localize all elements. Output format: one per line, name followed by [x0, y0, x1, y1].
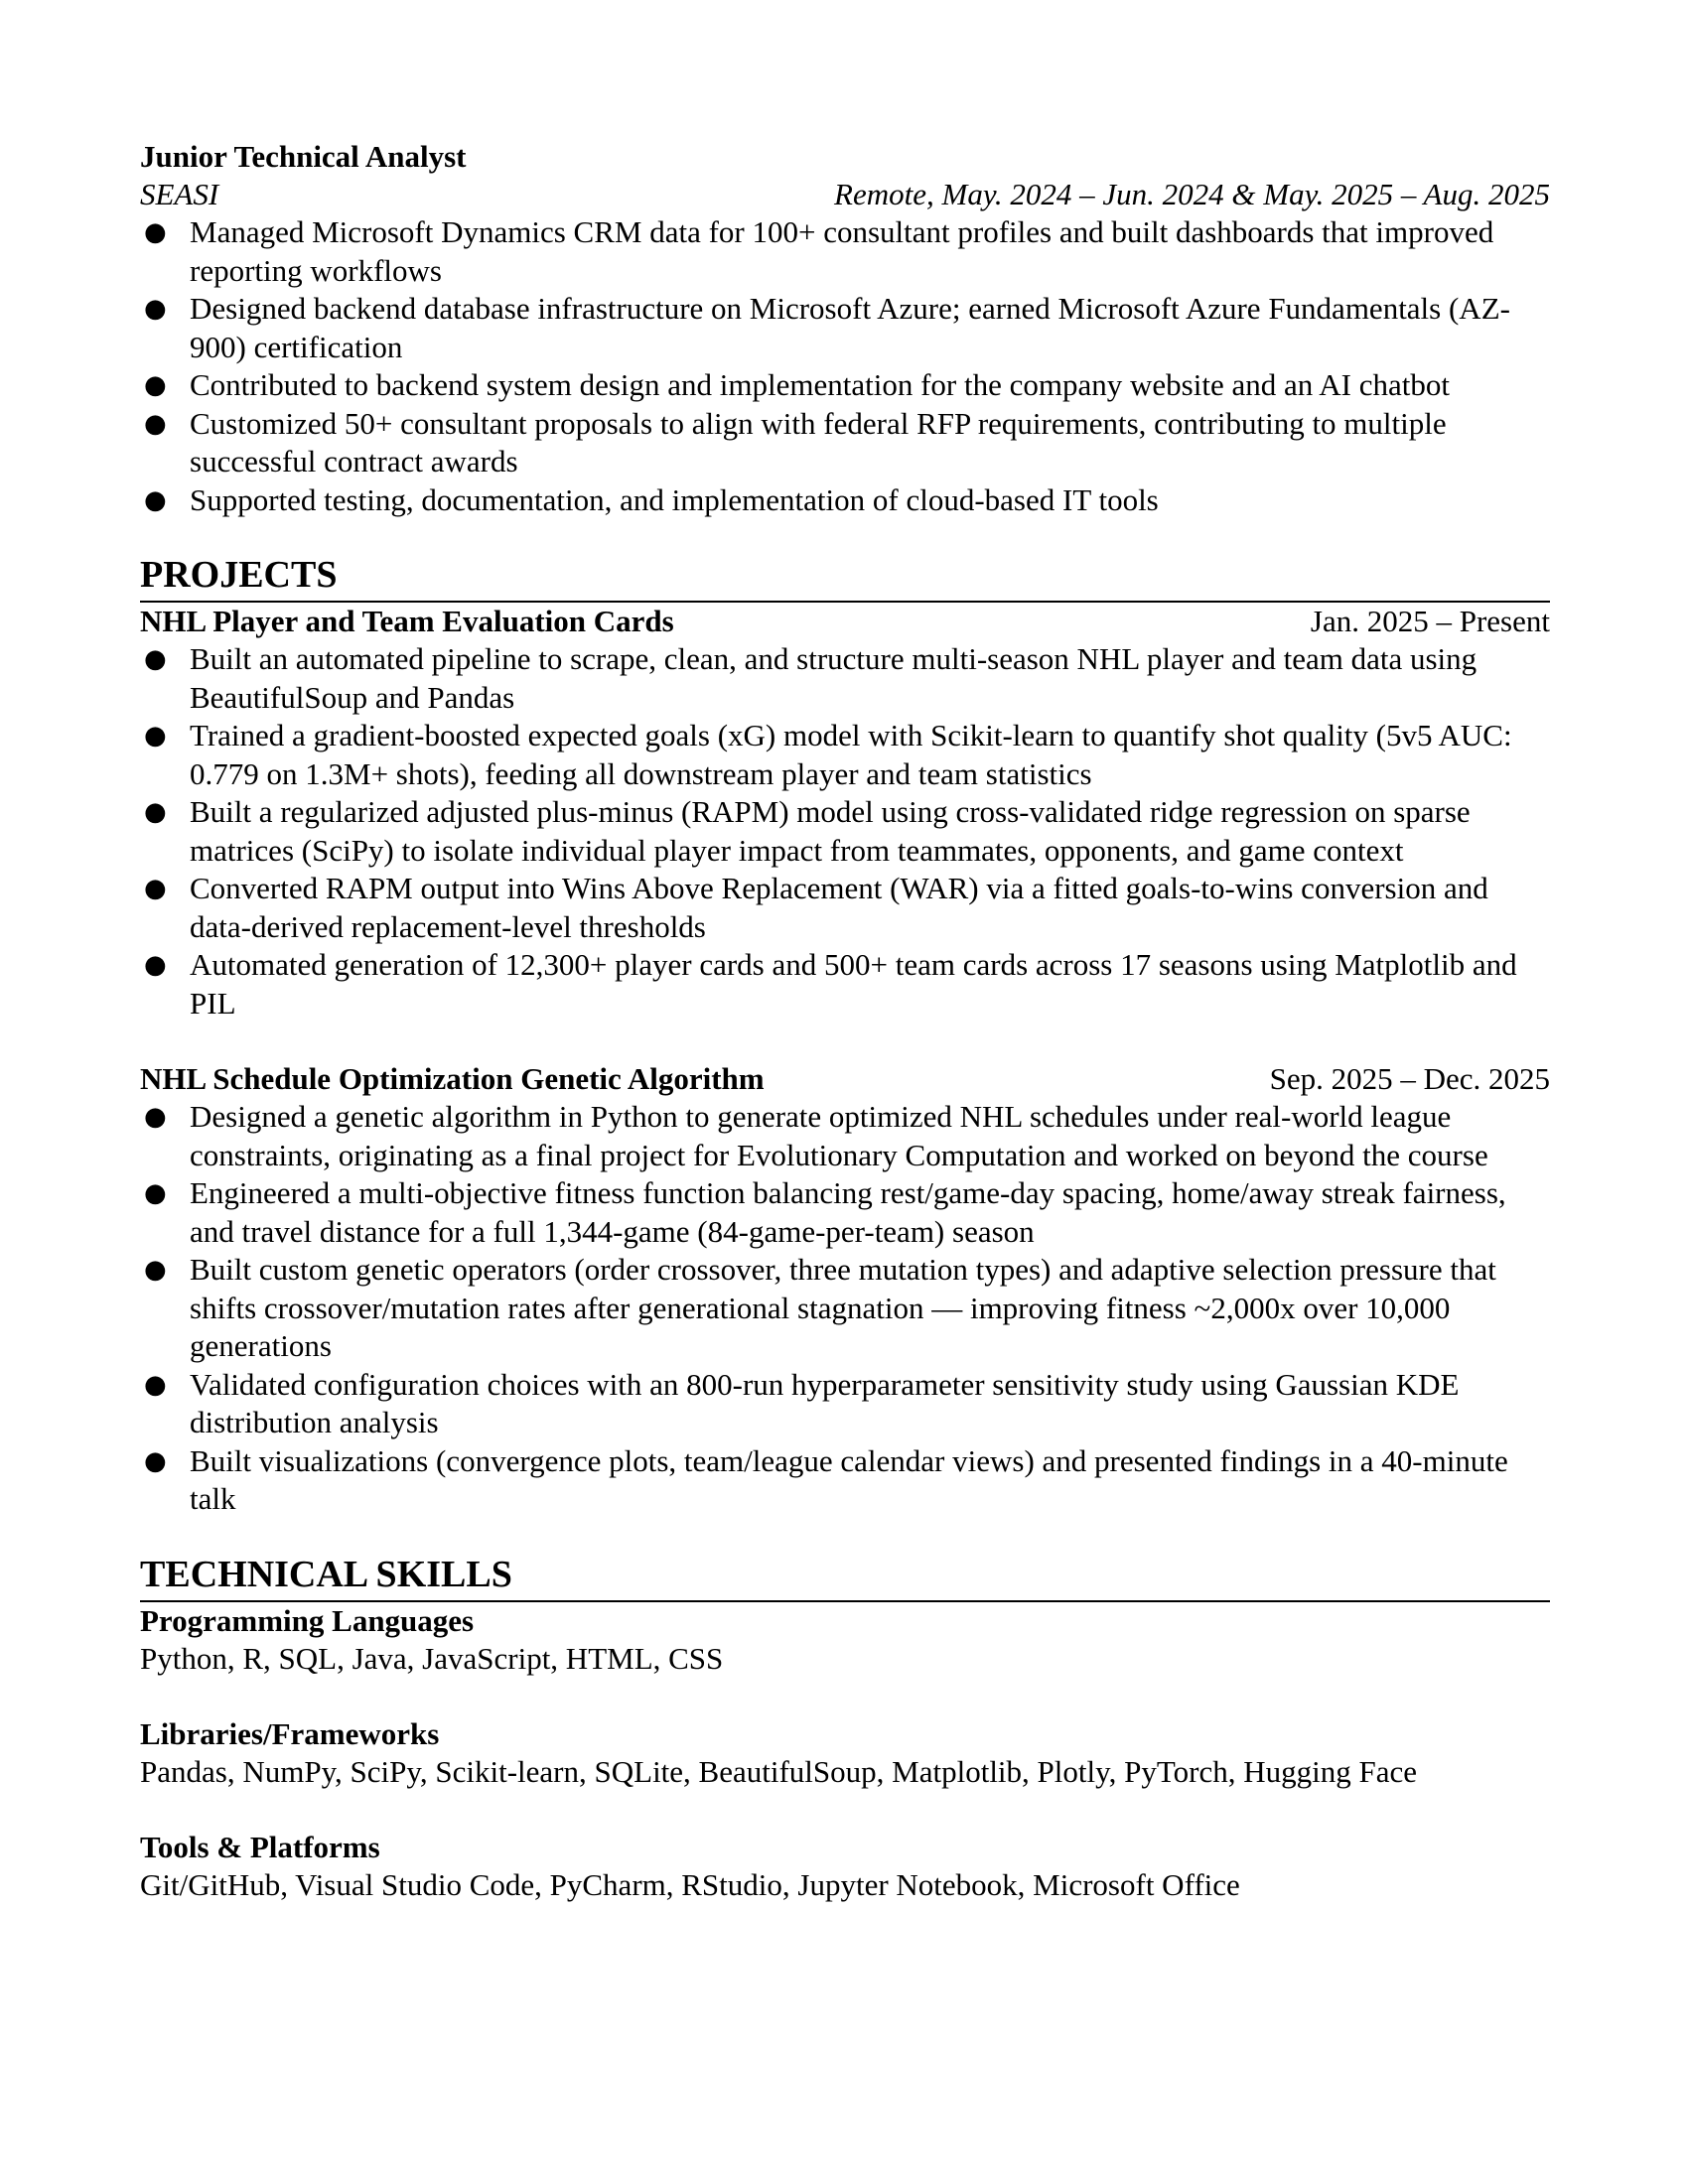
job-location-dates: Remote, May. 2024 – Jun. 2024 & May. 2025 – Aug. 2025 — [834, 177, 1550, 211]
bullet-icon: ● — [144, 721, 167, 751]
experience-entry — [140, 138, 1550, 519]
project-name: NHL Player and Team Evaluation Cards — [140, 604, 674, 638]
skill-group-label: Programming Languages — [140, 1602, 475, 1638]
list-item: ● Built custom genetic operators (order crossover, three mutation types) and adaptive selection pressure that shifts crossover/mutation rates after generational stagnation — improving fitness ~2,000x over 10,000 generations — [144, 1252, 1496, 1363]
bullet-icon: ● — [144, 797, 167, 827]
bullet-icon: ● — [144, 294, 167, 324]
bullet-icon: ● — [144, 1369, 167, 1400]
project-dates: Sep. 2025 – Dec. 2025 — [1269, 1061, 1550, 1096]
skill-group-value: Python, R, SQL, Java, JavaScript, HTML, CSS — [140, 1640, 724, 1676]
bullet-icon: ● — [144, 1102, 167, 1132]
job-title: Junior Technical Analyst — [140, 139, 467, 174]
project-bullets — [140, 1098, 1550, 1519]
bullet-icon: ● — [144, 1255, 167, 1285]
bullet-icon: ● — [144, 1445, 167, 1476]
list-item: ● Built a regularized adjusted plus-minus (RAPM) model using cross-validated ridge regression on sparse matrices (SciPy) to isolate individual player impact from teammates, opponents, and game context — [144, 794, 1471, 868]
skill-group-value: Pandas, NumPy, SciPy, Scikit-learn, SQLite, BeautifulSoup, Matplotlib, Plotly, PyTorch, Hugging Face — [140, 1753, 1417, 1789]
list-item: ● Built an automated pipeline to scrape, clean, and structure multi-season NHL player and team data using BeautifulSoup and Pandas — [144, 641, 1477, 715]
spacer — [140, 1678, 1550, 1715]
spacer — [140, 1023, 1550, 1060]
bullet-icon: ● — [144, 1178, 167, 1208]
spacer — [140, 1791, 1550, 1829]
list-item: ● Customized 50+ consultant proposals to align with federal RFP requirements, contributing to multiple successful contract awards — [144, 405, 1447, 478]
company-name: SEASI — [140, 177, 219, 211]
skill-group-value: Git/GitHub, Visual Studio Code, PyCharm, RStudio, Jupyter Notebook, Microsoft Office — [140, 1866, 1240, 1902]
list-item: ● Built visualizations (convergence plots, team/league calendar views) and presented findings in a 40-minute talk — [144, 1442, 1508, 1516]
list-item: ● Engineered a multi-objective fitness function balancing rest/game-day spacing, home/away streak fairness, and travel distance for a full 1,344-game (84-game-per-team) season — [144, 1175, 1506, 1249]
project-header-row — [140, 603, 1550, 640]
project-entry — [140, 1060, 1550, 1519]
skill-group — [140, 1602, 1550, 1678]
list-item: ● Automated generation of 12,300+ player cards and 500+ team cards across 17 seasons using Matplotlib and PIL — [144, 947, 1517, 1021]
list-item: ● Converted RAPM output into Wins Above Replacement (WAR) via a fitted goals-to-wins conversion and data-derived replacement-level thresholds — [144, 871, 1488, 944]
bullet-icon: ● — [144, 484, 167, 515]
list-item: ● Trained a gradient-boosted expected goals (xG) model with Scikit-learn to quantify shot quality (5v5 AUC: 0.779 on 1.3M+ shots), feeding all downstream player and team statistics — [144, 718, 1512, 791]
skill-group — [140, 1829, 1550, 1904]
skill-group-label: Tools & Platforms — [140, 1829, 380, 1864]
bullet-icon: ● — [144, 950, 167, 980]
project-name: NHL Schedule Optimization Genetic Algorithm — [140, 1061, 765, 1096]
project-entry — [140, 603, 1550, 1023]
project-bullets — [140, 640, 1550, 1023]
skill-group — [140, 1715, 1550, 1791]
bullet-icon: ● — [144, 370, 167, 400]
list-item: ● Designed backend database infrastructure on Microsoft Azure; earned Microsoft Azure Fundamentals (AZ-900) certification — [144, 291, 1510, 364]
project-dates: Jan. 2025 – Present — [1310, 604, 1550, 638]
list-item: ● Managed Microsoft Dynamics CRM data for 100+ consultant profiles and built dashboards that improved reporting workflows — [144, 214, 1494, 288]
list-item: ● Supported testing, documentation, and implementation of cloud-based IT tools — [140, 481, 1550, 520]
list-item: ● Validated configuration choices with an 800-run hyperparameter sensitivity study using Gaussian KDE distribution analysis — [144, 1366, 1460, 1439]
skill-group-label: Libraries/Frameworks — [140, 1715, 440, 1751]
list-item: ● Designed a genetic algorithm in Python to generate optimized NHL schedules under real-world league constraints, originating as a final project for Evolutionary Computation and worked on beyond the course — [144, 1099, 1488, 1172]
section-heading-projects: PROJECTS — [140, 553, 1550, 603]
project-header-row — [140, 1060, 1550, 1098]
bullet-icon: ● — [144, 217, 167, 247]
resume-page — [140, 138, 1550, 1904]
bullet-icon: ● — [144, 644, 167, 674]
experience-bullets — [140, 213, 1550, 519]
section-heading-skills: TECHNICAL SKILLS — [140, 1553, 1550, 1602]
bullet-icon: ● — [144, 408, 167, 439]
list-item: ● Contributed to backend system design and implementation for the company website and an AI chatbot — [140, 366, 1550, 405]
job-meta-row — [140, 176, 1550, 213]
bullet-icon: ● — [144, 874, 167, 903]
